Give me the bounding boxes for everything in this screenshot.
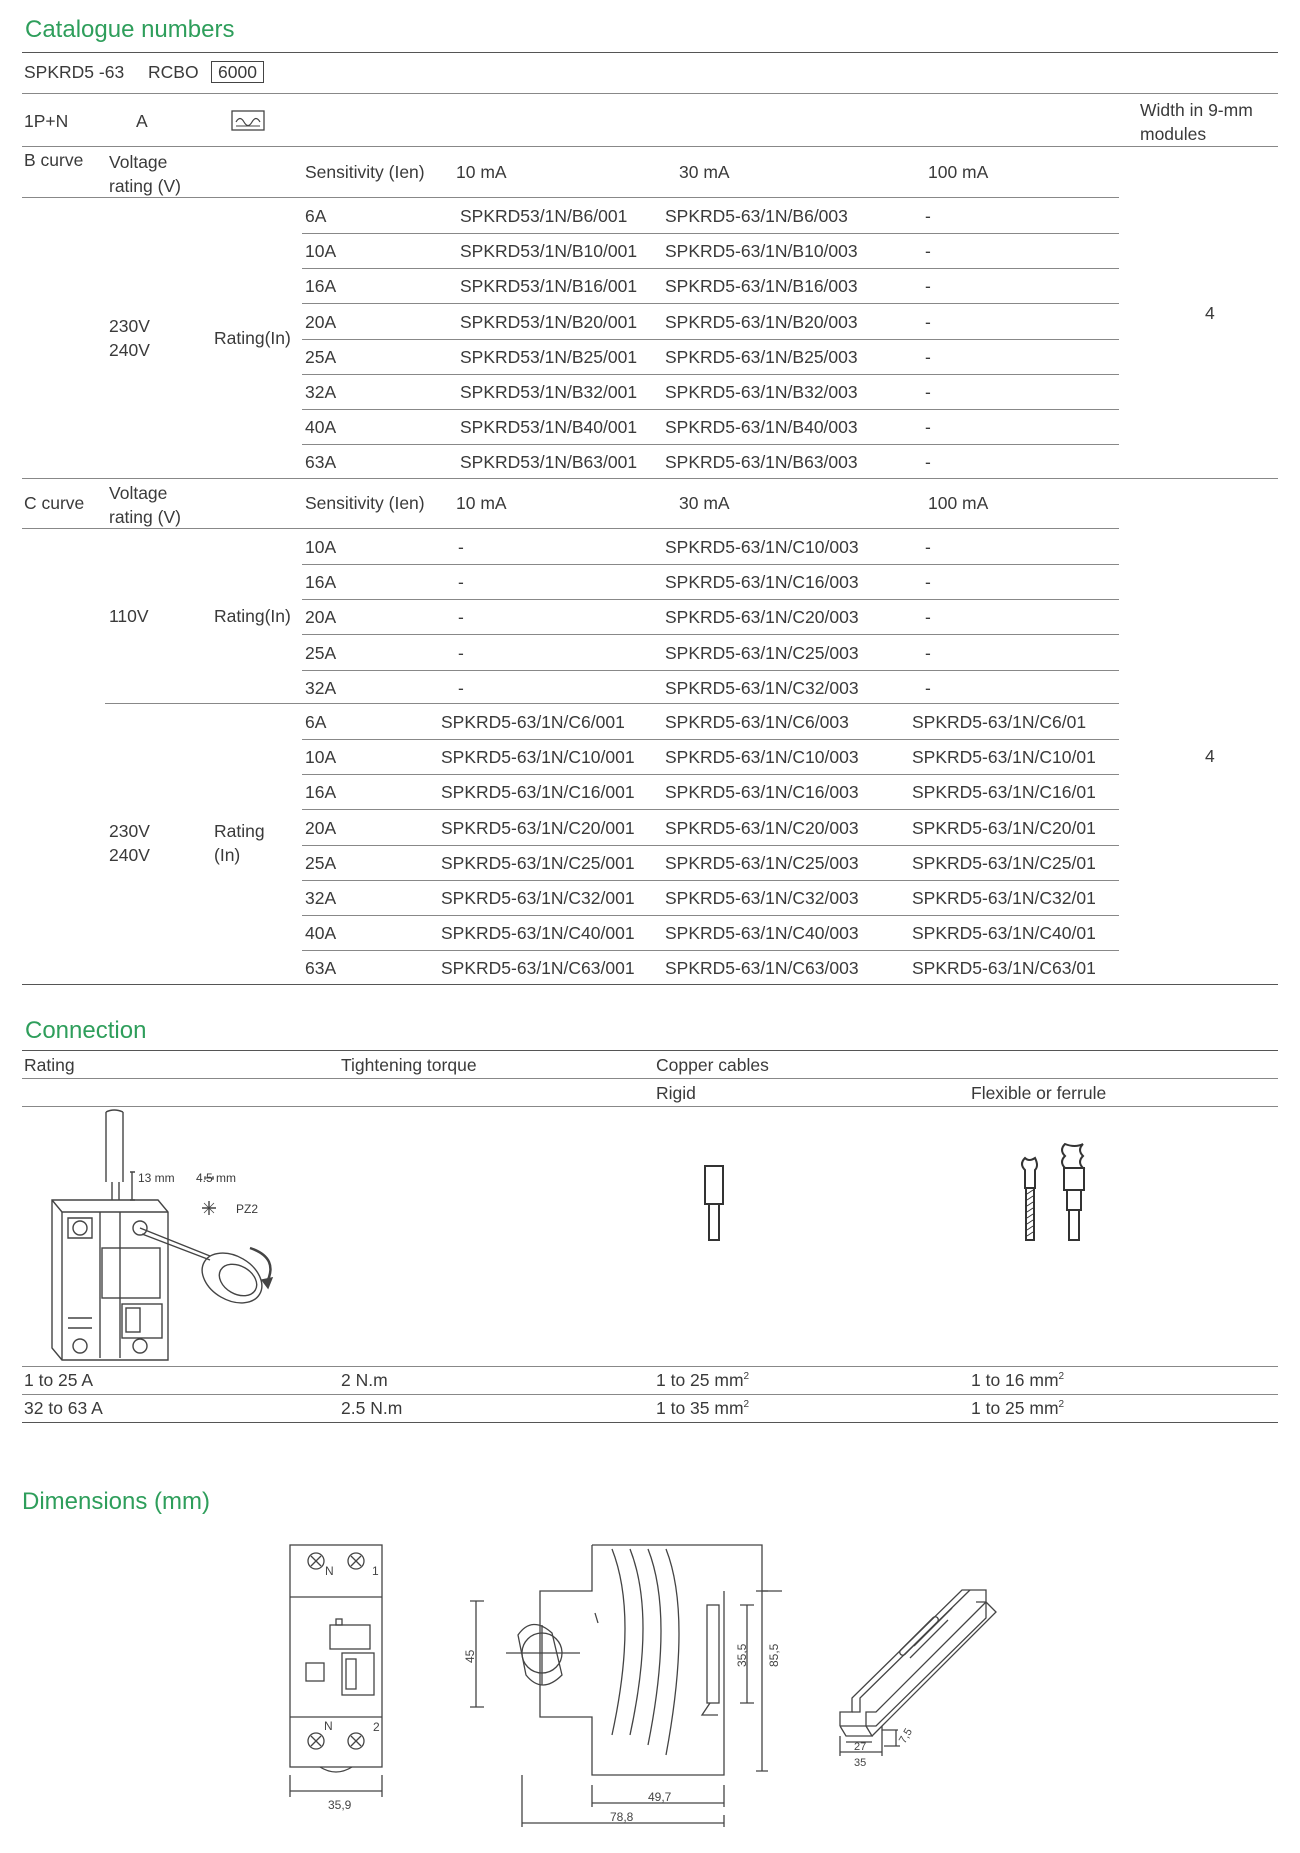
dimensions-title: Dimensions (mm) bbox=[22, 1488, 211, 1515]
catalogue-100ma-cell: SPKRD5-63/1N/C16/01 bbox=[912, 782, 1096, 803]
rigid-value: 1 to 25 mm bbox=[656, 1370, 744, 1390]
c-voltage-240: 240V bbox=[109, 845, 150, 865]
catalogue-title: Catalogue numbers bbox=[25, 16, 235, 43]
row-divider bbox=[302, 339, 1119, 340]
catalogue-30ma-cell: SPKRD5-63/1N/C20/003 bbox=[665, 817, 859, 838]
row-divider bbox=[302, 845, 1119, 846]
row-divider bbox=[302, 599, 1119, 600]
front-width-dim: 35,9 bbox=[328, 1798, 352, 1812]
conn-rating-cell: 32 to 63 A bbox=[24, 1398, 103, 1418]
conn-rigid-cell bbox=[656, 1370, 749, 1391]
b-voltage-240: 240V bbox=[109, 340, 150, 360]
front-one: 1 bbox=[372, 1564, 379, 1578]
b-col-10ma: 10 mA bbox=[456, 162, 507, 182]
rating-cell: 16A bbox=[305, 572, 337, 593]
conn-col-copper: Copper cables bbox=[656, 1055, 769, 1075]
catalogue-100ma-cell: - bbox=[925, 206, 931, 226]
conn-torque-cell: 2 N.m bbox=[341, 1370, 388, 1390]
conn-col-rigid: Rigid bbox=[656, 1083, 696, 1103]
b-sensitivity-header: Sensitivity (Ien) bbox=[305, 162, 425, 182]
c-width-value: 4 bbox=[1205, 746, 1215, 766]
rating-cell: 6A bbox=[305, 206, 327, 226]
c-voltage-rating-header: Voltage rating (V) bbox=[109, 483, 181, 527]
c-col-10ma: 10 mA bbox=[456, 493, 507, 513]
catalogue-100ma-cell: - bbox=[925, 642, 931, 663]
catalogue-10ma-cell: SPKRD53/1N/B6/001 bbox=[460, 206, 628, 226]
row-divider bbox=[302, 950, 1119, 951]
row-divider bbox=[302, 268, 1119, 269]
rating-cell: 32A bbox=[305, 382, 337, 402]
catalogue-10ma-cell: SPKRD53/1N/B10/001 bbox=[460, 241, 638, 262]
strip-length-label: 13 mm bbox=[138, 1171, 175, 1185]
catalogue-30ma-cell: SPKRD5-63/1N/C20/003 bbox=[665, 607, 859, 628]
rating-cell: 32A bbox=[305, 888, 337, 908]
side-d788: 78,8 bbox=[610, 1810, 634, 1824]
rating-cell: 6A bbox=[305, 712, 327, 732]
catalogue-30ma-cell: SPKRD5-63/1N/B32/003 bbox=[665, 382, 858, 402]
catalogue-100ma-cell: - bbox=[925, 677, 931, 698]
conn-col-rating: Rating bbox=[24, 1055, 75, 1075]
catalogue-100ma-cell: SPKRD5-63/1N/C32/01 bbox=[912, 888, 1096, 908]
row-divider bbox=[302, 774, 1119, 775]
conn-flexible-cell bbox=[971, 1398, 1064, 1419]
catalogue-10ma-cell: SPKRD5-63/1N/C20/001 bbox=[441, 817, 635, 838]
b-rating-label: Rating(In) bbox=[214, 328, 291, 348]
catalogue-10ma-cell: SPKRD5-63/1N/C40/001 bbox=[441, 923, 635, 944]
row-divider bbox=[302, 564, 1119, 565]
rating-cell: 20A bbox=[305, 817, 337, 838]
conn-torque-cell: 2.5 N.m bbox=[341, 1398, 403, 1418]
unit-exponent: 2 bbox=[1058, 1371, 1065, 1383]
rigid-value: 1 to 35 mm bbox=[656, 1398, 744, 1418]
catalogue-10ma-cell: SPKRD5-63/1N/C6/001 bbox=[441, 712, 625, 732]
catalogue-100ma-cell: SPKRD5-63/1N/C6/01 bbox=[912, 712, 1087, 732]
catalogue-30ma-cell: SPKRD5-63/1N/B40/003 bbox=[665, 417, 858, 438]
front-n-bot: N bbox=[324, 1719, 333, 1733]
unit-exponent: 2 bbox=[1058, 1399, 1065, 1411]
connection-title: Connection bbox=[25, 1017, 147, 1044]
front-n-top: N bbox=[325, 1564, 334, 1578]
c-curve-label: C curve bbox=[24, 493, 85, 513]
rating-cell: 40A bbox=[305, 923, 337, 944]
catalogue-30ma-cell: SPKRD5-63/1N/C40/003 bbox=[665, 923, 859, 944]
catalogue-30ma-cell: SPKRD5-63/1N/C6/003 bbox=[665, 712, 849, 732]
row-divider bbox=[22, 1394, 1278, 1395]
rating-cell: 10A bbox=[305, 747, 337, 768]
catalogue-30ma-cell: SPKRD5-63/1N/C63/003 bbox=[665, 958, 859, 979]
front-view-drawing bbox=[280, 1535, 400, 1815]
catalogue-30ma-cell: SPKRD5-63/1N/C16/003 bbox=[665, 572, 859, 593]
breaker-wiring-illustration bbox=[40, 1108, 300, 1368]
catalogue-100ma-cell: - bbox=[925, 537, 931, 557]
row-divider bbox=[302, 233, 1119, 234]
catalogue-10ma-cell: SPKRD53/1N/B63/001 bbox=[460, 452, 638, 473]
rating-cell: 25A bbox=[305, 346, 337, 367]
row-divider bbox=[302, 809, 1119, 810]
side-d497: 49,7 bbox=[648, 1790, 672, 1804]
rating-cell: 63A bbox=[305, 958, 337, 979]
catalogue-10ma-cell: SPKRD5-63/1N/C63/001 bbox=[441, 958, 635, 979]
unit-exponent: 2 bbox=[743, 1399, 750, 1411]
catalogue-30ma-cell: SPKRD5-63/1N/B10/003 bbox=[665, 241, 858, 262]
type-label: A bbox=[136, 111, 148, 131]
rating-cell: 20A bbox=[305, 311, 337, 332]
unit-exponent: 2 bbox=[743, 1371, 750, 1383]
catalogue-10ma-cell: SPKRD5-63/1N/C32/001 bbox=[441, 888, 635, 908]
row-divider bbox=[302, 634, 1119, 635]
catalogue-30ma-cell: SPKRD5-63/1N/C16/003 bbox=[665, 782, 859, 803]
catalogue-10ma-cell: - bbox=[458, 642, 464, 663]
rating-cell: 63A bbox=[305, 452, 337, 473]
catalogue-30ma-cell: SPKRD5-63/1N/B20/003 bbox=[665, 311, 858, 332]
catalogue-100ma-cell: - bbox=[925, 346, 931, 367]
b-col-30ma: 30 mA bbox=[679, 162, 730, 182]
catalogue-10ma-cell: - bbox=[458, 607, 464, 628]
rail-d35: 35 bbox=[854, 1757, 867, 1769]
row-divider bbox=[302, 739, 1119, 740]
catalogue-100ma-cell: - bbox=[925, 276, 931, 297]
b-curve-label: B curve bbox=[24, 150, 84, 170]
din-rail-drawing bbox=[826, 1580, 1026, 1770]
catalogue-100ma-cell: SPKRD5-63/1N/C20/01 bbox=[912, 817, 1096, 838]
c-col-100ma: 100 mA bbox=[928, 493, 989, 513]
c2-rating-label-1: Rating bbox=[214, 821, 265, 841]
c-sensitivity-header: Sensitivity (Ien) bbox=[305, 493, 425, 513]
catalogue-100ma-cell: - bbox=[925, 417, 931, 438]
conn-flexible-cell bbox=[971, 1370, 1064, 1391]
row-divider bbox=[302, 880, 1119, 881]
catalogue-100ma-cell: SPKRD5-63/1N/C25/01 bbox=[912, 852, 1096, 873]
screw-size-label: 4.5 mm bbox=[196, 1171, 237, 1185]
catalogue-100ma-cell: SPKRD5-63/1N/C10/01 bbox=[912, 747, 1096, 768]
catalogue-100ma-cell: - bbox=[925, 572, 931, 593]
catalogue-30ma-cell: SPKRD5-63/1N/C25/003 bbox=[665, 852, 859, 873]
side-view-drawing bbox=[462, 1535, 782, 1830]
rating-cell: 16A bbox=[305, 276, 337, 297]
conn-col-torque: Tightening torque bbox=[341, 1055, 477, 1075]
catalogue-10ma-cell: SPKRD53/1N/B40/001 bbox=[460, 417, 638, 438]
row-divider bbox=[302, 409, 1119, 410]
rating-cell: 20A bbox=[305, 607, 337, 628]
catalogue-100ma-cell: - bbox=[925, 311, 931, 332]
catalogue-100ma-cell: SPKRD5-63/1N/C40/01 bbox=[912, 923, 1096, 944]
b-width-value: 4 bbox=[1205, 303, 1215, 323]
catalogue-10ma-cell: SPKRD5-63/1N/C10/001 bbox=[441, 747, 635, 768]
rail-d27: 27 bbox=[854, 1741, 867, 1753]
poles-label: 1P+N bbox=[24, 111, 69, 131]
catalogue-30ma-cell: SPKRD5-63/1N/C25/003 bbox=[665, 642, 859, 663]
catalogue-10ma-cell: SPKRD53/1N/B25/001 bbox=[460, 346, 638, 367]
catalogue-10ma-cell: SPKRD53/1N/B32/001 bbox=[460, 382, 638, 402]
catalogue-10ma-cell: SPKRD53/1N/B16/001 bbox=[460, 276, 638, 297]
catalogue-30ma-cell: SPKRD5-63/1N/C32/003 bbox=[665, 677, 859, 698]
c1-rating-label: Rating(In) bbox=[214, 606, 291, 626]
rating-cell: 32A bbox=[305, 677, 337, 698]
rating-cell: 25A bbox=[305, 852, 337, 873]
row-divider bbox=[302, 915, 1119, 916]
flexible-ferrule-icon bbox=[1015, 1140, 1095, 1246]
catalogue-10ma-cell: SPKRD5-63/1N/C25/001 bbox=[441, 852, 635, 873]
catalogue-30ma-cell: SPKRD5-63/1N/B16/003 bbox=[665, 276, 858, 297]
catalogue-30ma-cell: SPKRD5-63/1N/C32/003 bbox=[665, 888, 859, 908]
catalogue-10ma-cell: SPKRD5-63/1N/C16/001 bbox=[441, 782, 635, 803]
c-voltage-110: 110V bbox=[109, 606, 149, 626]
catalogue-10ma-cell: - bbox=[458, 572, 464, 593]
catalogue-100ma-cell: - bbox=[925, 607, 931, 628]
rating-cell: 16A bbox=[305, 782, 337, 803]
row-divider bbox=[302, 374, 1119, 375]
front-two: 2 bbox=[373, 1720, 380, 1734]
catalogue-100ma-cell: - bbox=[925, 452, 931, 473]
row-divider bbox=[302, 303, 1119, 304]
side-h855: 85,5 bbox=[767, 1643, 781, 1667]
c2-rating-label-2: (In) bbox=[214, 845, 241, 865]
conn-col-flexible: Flexible or ferrule bbox=[971, 1083, 1107, 1103]
b-col-100ma: 100 mA bbox=[928, 162, 989, 182]
flexible-value: 1 to 25 mm bbox=[971, 1398, 1059, 1418]
rating-cell: 10A bbox=[305, 537, 337, 557]
width-modules-header: Width in 9-mm modules bbox=[1140, 100, 1253, 144]
b-voltage-230: 230V bbox=[109, 316, 150, 336]
conn-rating-cell: 1 to 25 A bbox=[24, 1370, 94, 1390]
rail-d75: 7,5 bbox=[896, 1726, 915, 1746]
flexible-value: 1 to 16 mm bbox=[971, 1370, 1059, 1390]
product-type: RCBO bbox=[148, 62, 199, 82]
catalogue-30ma-cell: SPKRD5-63/1N/C10/003 bbox=[665, 537, 859, 557]
row-divider bbox=[302, 670, 1119, 671]
product-code: SPKRD5 -63 bbox=[24, 62, 125, 82]
catalogue-30ma-cell: SPKRD5-63/1N/B6/003 bbox=[665, 206, 848, 226]
catalogue-30ma-cell: SPKRD5-63/1N/B63/003 bbox=[665, 452, 858, 473]
conn-rigid-cell bbox=[656, 1398, 749, 1419]
catalogue-10ma-cell: SPKRD53/1N/B20/001 bbox=[460, 311, 638, 332]
wave-icon bbox=[231, 110, 266, 132]
catalogue-100ma-cell: - bbox=[925, 241, 931, 262]
catalogue-30ma-cell: SPKRD5-63/1N/B25/003 bbox=[665, 346, 858, 367]
screwdriver-label: PZ2 bbox=[236, 1202, 259, 1216]
catalogue-10ma-cell: - bbox=[458, 537, 464, 557]
side-h45: 45 bbox=[463, 1649, 477, 1663]
c-voltage-230: 230V bbox=[109, 821, 150, 841]
c-col-30ma: 30 mA bbox=[679, 493, 730, 513]
rigid-cable-icon bbox=[700, 1164, 730, 1244]
catalogue-10ma-cell: - bbox=[458, 677, 464, 698]
rating-cell: 40A bbox=[305, 417, 337, 438]
rating-cell: 25A bbox=[305, 642, 337, 663]
row-divider bbox=[302, 444, 1119, 445]
catalogue-100ma-cell: SPKRD5-63/1N/C63/01 bbox=[912, 958, 1096, 979]
rating-cell: 10A bbox=[305, 241, 337, 262]
catalogue-100ma-cell: - bbox=[925, 382, 931, 402]
breaking-capacity-badge: 6000 bbox=[211, 61, 264, 83]
b-voltage-rating-header: Voltage rating (V) bbox=[109, 152, 181, 196]
side-h355: 35,5 bbox=[735, 1643, 749, 1667]
catalogue-30ma-cell: SPKRD5-63/1N/C10/003 bbox=[665, 747, 859, 768]
